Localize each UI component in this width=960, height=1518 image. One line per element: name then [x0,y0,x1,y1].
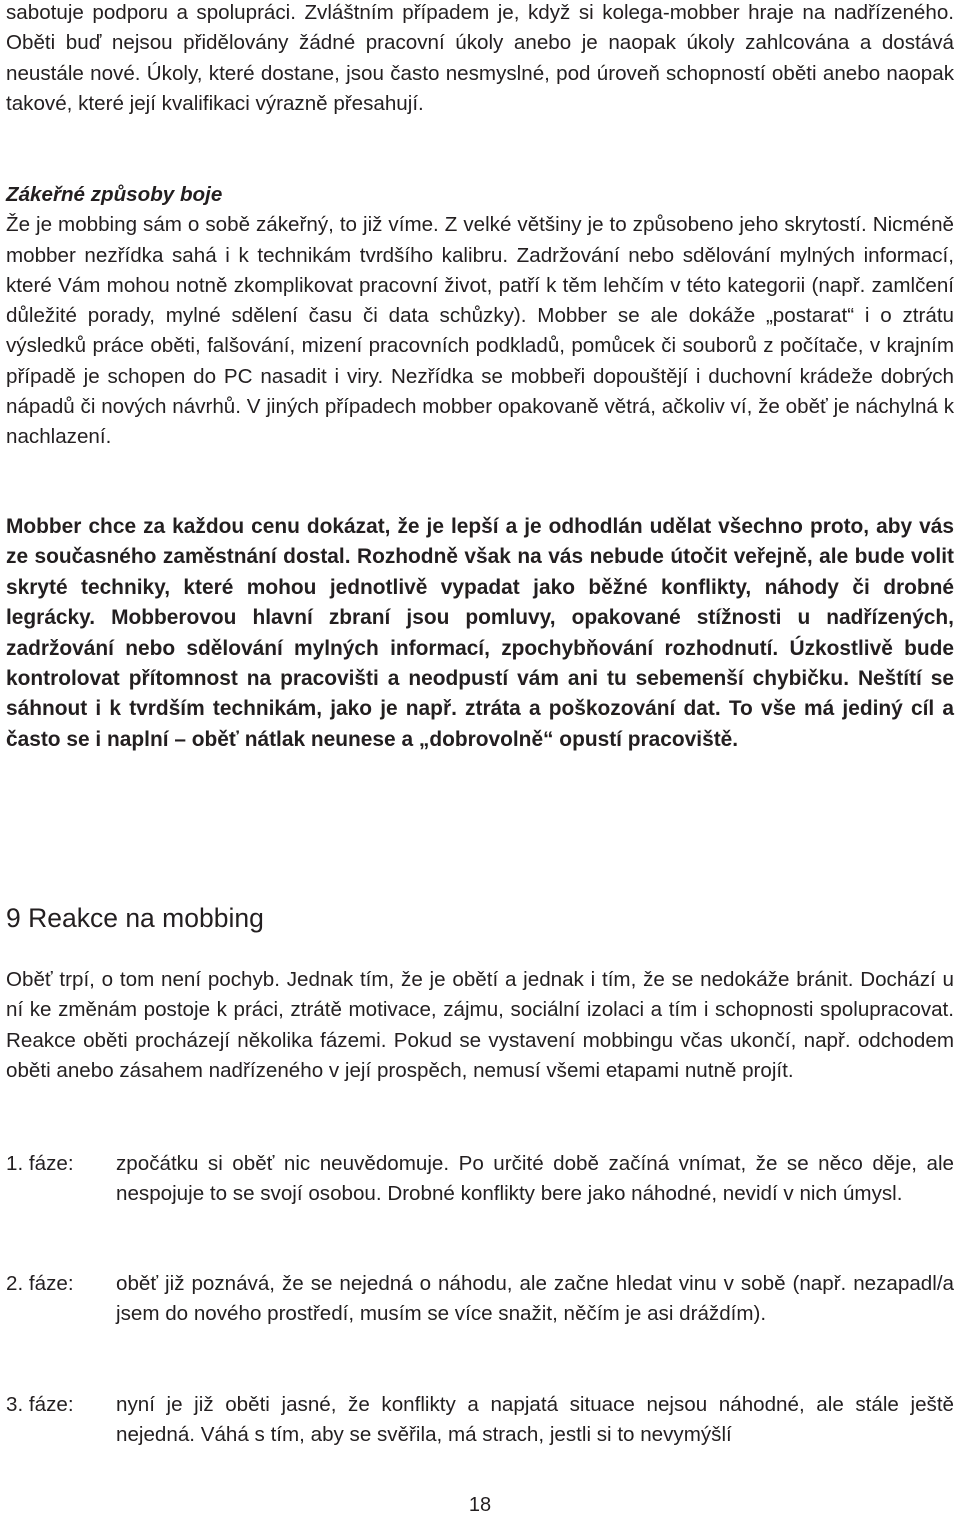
page-number: 18 [468,1494,492,1516]
phase-label: 1. fáze: [6,1152,74,1175]
paragraph-reakce-intro: Oběť trpí, o tom není pochyb. Jednak tím, že je obětí a jednak i tím, že se nedokáže bránit. Dochází u ní ke změnám postoje k práci, ztrátě motivace, zájmu, sociální izolaci a tím i schopnosti spolupracovat. Reakce oběti procházejí několika fázemi. Pokud se vystavení mobbingu včas ukončí, např. odchodem oběti anebo zásahem nadřízeného v její prospěch, nemusí všemi etapami nutně projít. [6,968,954,1082]
section-zakerne-zpusoby [6,180,954,453]
paragraph-zakerne-zpusoby: Že je mobbing sám o sobě zákeřný, to již víme. Z velké většiny je to způsobeno jeho skrytostí. Nicméně mobber nezřídka sahá i k technikám tvrdšího kalibru. Zadržování nebo sdělování mylných informací, které Vám mohou notně zkomplikovat pracovní život, patří k těm lehčím v této kategorii (např. zamlčení důležité porady, mylné sdělení času či data schůzky). Mobber se ale dokáže „postarat“ i o ztrátu výsledků práce oběti, falšování, mizení pracovních podkladů, pomůcek či souborů z počítače, v krajním případě je schopen do PC nasadit i viry. Nezřídka se mobbeři dopouštějí i duchovní krádeže dobrých nápadů či nových návrhů. V jiných případech mobber opakovaně větrá, ačkoliv ví, že oběť je náchylná k nachlazení. [6,213,954,449]
chapter-heading-reakce: 9 Reakce na mobbing [6,903,264,933]
phase-text: oběť již poznává, že se nejedná o náhodu, ale začne hledat vinu v sobě (např. nezapadl/a jsem do nového prostředí, musím se více snažit, něčím je asi dráždím). [116,1272,954,1326]
phase-item-3 [6,1390,954,1451]
paragraph-bold-summary: Mobber chce za každou cenu dokázat, že je lepší a je odhodlán udělat všechno proto, aby vás ze současného zaměstnání dostal. Rozhodně však na vás nebude útočit veřejně, ale bude volit skryté techniky, které mohou jednotlivě vypadat jako běžné konflikty, náhody či drobné legrácky. Mobberovou hlavní zbraní jsou pomluvy, opakované stížnosti u nadřízených, zadržování nebo sdělování mylných informací, zpochybňování rozhodnutí. Úzkostlivě bude kontrolovat přítomnost na pracovišti a neodpustí vám ani tu sebemenší chybičku. Neštítí se sáhnout i k tvrdším technikám, jako je např. ztráta a poškozování dat. To vše má jediný cíl a často se i naplní – oběť nátlak neunese a „dobrovolně“ opustí pracoviště. [6,515,954,751]
paragraph-continuation: sabotuje podporu a spolupráci. Zvláštním případem je, když si kolega-mobber hraje na nadřízeného. Oběti buď nejsou přidělovány žádné pracovní úkoly anebo je naopak úkoly zahlcována a dostává neustále nové. Úkoly, které dostane, jsou často nesmyslné, pod úroveň schopností oběti anebo naopak takové, které její kvalifikaci výrazně přesahují. [6,1,954,115]
phase-label: 3. fáze: [6,1393,74,1416]
document-page [6,0,954,1517]
phase-item-1 [6,1149,954,1210]
phase-text: zpočátku si oběť nic neuvědomuje. Po určité době začíná vnímat, že se něco děje, ale nespojuje to se svojí osobou. Drobné konflikty bere jako náhodné, nevidí v nich úmysl. [116,1152,954,1206]
subheading-zakerne-zpusoby: Zákeřné způsoby boje [6,183,223,206]
phase-item-2 [6,1269,954,1330]
phase-label: 2. fáze: [6,1272,74,1295]
phase-text: nyní je již oběti jasné, že konflikty a napjatá situace nejsou náhodné, ale stále ještě nejedná. Váhá s tím, aby se svěřila, má strach, jestli si to nevymýšlí [116,1393,954,1447]
